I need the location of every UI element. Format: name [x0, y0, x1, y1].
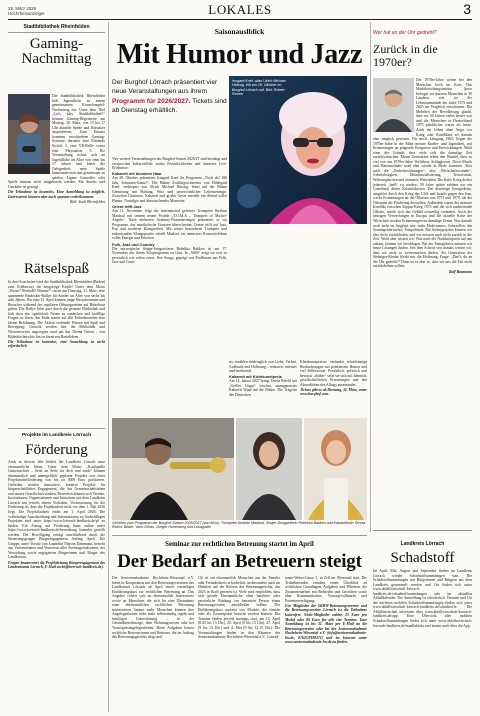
gaming-body-text: Die Stadtbibliothek Rheinfelden lädt Jugendliche zu einem gemeinsamen Konsolenspiel-Nachmittag ein. Unter dem Titel „Let's play Stadtbibliothek!“ können Gaming-Begeisterte am Montag, 30. März, von 15 bis 17 Uhr aktuelle Spiele und Klassiker ausprobieren. Zum Einsatz kommen verschiedene Gaming-Systeme, darunter eine Nintendo Switch 2, eine VR-Brille sowie eine Playstation 5. Die Veranstaltung richtet sich an Jugendliche im Alter von zehn bis 17 Jahren und bietet die Gelegenheit, neue Spiele kennenzulernen und gemeinsam zu spielen. Eigene Controller oder Spiele müssen nicht mitgebracht werden. Für Snacks und Getränke ist gesorgt. — [8, 94, 105, 189]
gaming-credit: Bild: Stadt Rheinfelden — [70, 199, 105, 204]
foerderung-body — [8, 460, 105, 712]
knef-caption-text: Irmgard Knef, alias Ulrich Michael Heissig, tritt am 29. Oktober im Burghof Lörrach auf. — [232, 79, 286, 92]
headline-raetselspass: Rätselspaß — [24, 261, 89, 277]
raetsel-body-note: Die Teilnahme ist kostenlos, eine Anmeldung ist nicht erforderlich. — [8, 339, 105, 349]
page-number: 3 — [463, 1, 471, 17]
bottom-body-col1 — [112, 576, 194, 712]
main-reichl-text-end: Kleinkunstpreises verbindet scharfsinnige Beobachtungen mit pointiertem Humor und viel Selbstironie. Persönlich, politisch und bewusst „drüber“ setzt sie sich mit Identität, gesellschaftlichen Erwartungen und den Absurditäten des Alltags auseinander. — [300, 360, 367, 387]
subhead-kabarett-blond: Kabarett mit blondem Haar — [112, 171, 162, 177]
main-ticket-info: Tickets gibt es ab Dienstag, 31. März, unter www.burghof.com. — [300, 387, 367, 397]
bottom-body-text-1: Die Seniorenakademie Hochrhein-Wiesental e.V. bietet in Kooperation mit den Betreuungsvereinen des Landkreises Lörrach ab April einen vierteiligen Einführungskurs zur rechtlichen Betreuung an. Das Angebot richtet sich an ehrenamtlich Interessierte sowie an Menschen, die sich für eine Übernahme einer ehrenamtlichen rechtlichen Betreuung interessieren. Immer mehr Menschen können ihre Angelegenheiten nicht mehr selbstständig regeln und benötigen Unterstützung – in der Gesundheitsfürsorge, dem Wohnungswesen oder bei Vermögensangelegenheiten. Diese Aufgaben leisten rechtliche Betreuerinnen und Betreuer, die im Auftrag des Betreuungsgerichts tätig sind. — [112, 576, 194, 640]
program-caption-text: Gehören zum Programm der Burghof-Saison 2026/2027 (von links): Trompeter Ibrahim Maalouf, Singer-Songwriterin Rebekka Bakken und Kabarettistin Teresa Reichl. — [112, 521, 366, 530]
main-knef-text: Am 29. Oktober präsentiert Irmgard Knef ihr Programm „Noch da! 100 Jahr, Schnuten-Glanz!“. Die Bühne Zwillingsschwester von Hildegard Knef, verkörpert von Ulrich Michael Heissig, feiert auf der Bühne Geburtstag mit Haltung, Witz und unverwüstlicher Lebensenergie. Zwischen Chansons, Kabarett und großer Geste entsteht ein Abend voller Humor, Nostalgie und überraschender Momente. — [112, 176, 227, 203]
main-bakken-text: Die norwegische Singer-Songwriterin Rebekka Bakken ist am 17. November mit ihrem Soloprogramm zu Gast. In „Wild“ zeigt sie sich so persönlich wie selten zuvor. Ihre Songs, geprägt von Einflüssen aus Folk, Jazz und Coun- — [112, 246, 227, 265]
main-intro: Vier weitere Veranstaltungen der Burghof-Saison 2026/27 sind bestätigt und versprechen kulturvielfalt: starke Persönlichkeiten und intensive Live-Erlebnisse. — [112, 157, 227, 171]
bottom-headline: Der Bedarf an Betreuern steigt — [117, 551, 362, 572]
headline-foerderung: Förderung — [25, 442, 88, 458]
section-title: LOKALES — [208, 2, 272, 17]
headline-1970er-line2: 1970er? — [373, 54, 412, 69]
kolumne-body-text: Die 1970er-Jahre stehen bei den Menschen hoch im Kurs. Das Marktforschungsinstitut Ipsos befragte vor kurzem Menschen in 30 Ländern, wie sie die Lebensumstände der Jahre 1975 und 2025 im Vergleich einschätzen. Die Mehrheit der Bevölkerung glaubt, dass vor 50 Jahren vieles besser war und die Menschen in Deutschland 1975 glücklicher waren als heute. Auch ein Leben ohne Angst vor Krieg oder Konflikten sei damals eher möglich gewesen. Für mich, Jahrgang 1965, liegen die 1970er-Jahre in der Mitte meiner Kinder- und Jugendzeit, mit Erinnerungen an prägende Ereignisse und Entwicklungen. Wohl einer der Gründe, dass viele sich die damalige Zeit zurückwünschen. Meine Generation erlebt den Wandel, dass zu viel von uns 1970er-Jahre Vorlieben, Schlaghosen, Disco-Musik und Plateauschuhe wohl eher wieder in Mode kommen. Aber auch die „Einheitswährungen“, also „Wirtschaftswunder“, Arbeitslosigkeit, Deindustrialisierung, Terrorismus, Währungskrisen und atomares Wettrüsten. Die Kalte Krieg drohte jederzeit „heiß“ zu werden. 50 Jahre später erleben wir ein Comeback dieser Krisenfaktoren. Die derzeitige Energiekrise, ausgelöst durch den Krieg der USA und Israels gegen den Iran, weckt Erinnerungen an die Ölkrisen von 1973 und 1979, als die Ölstaaten die Förderung drosselten. Außerdem waren der atomare Konflikt zwischen Kippur-Krieg 1973 und die sich ausbreitende Ölkrise, wurde sich das Gefühl zeitweilig verändert. Auch die heutigen Verwerfungen in Europa und die aktuelle Krise der Wirtschaft wecken Erinnerungen an damalige Zeiten. Was damals noch nicht im Angebot war: mehr Elektroautos, Solarzellen, das Sonntagsfahrverbot, Tempolimits. Die Siebzigerjahre können wir also nicht zurückholen, und wir müssen auch nicht zurück in die Zeit. Wohl aber wissen wir: Was nach der Nachkriegszeit auf uns zukam, können wir bewältigen. Bei der Energiekrise müssen wir heute Lösungen finden. Seit dem Schock von damals wissen wir, dass wir nicht so weitermachen dürfen. Als Generation der Siebziger-Kinder bleibt mir die Hoffnung. Frage: „Darf's du an der Uhr gedreht?“ Dann ist es aber so, dass wir uns die Zeit nicht zurückdrehen sollten. — [373, 78, 472, 269]
main-lead-highlight: Programm für 2026/2027. — [112, 97, 191, 105]
subhead-kleinkunstpreis: Kabarett mit Kleinkunstpreis — [229, 374, 282, 380]
kolumne-signature: Ralf Baumann — [448, 269, 472, 274]
knef-photo-caption — [232, 79, 290, 97]
kicker-gaming: Stadtbibliothek Rheinfelden — [23, 24, 90, 30]
reichl-photo — [304, 418, 367, 520]
bottom-registration-info: Für Mitglieder der SKHW-Betreuungsvereine und die Betreuungsvereine Lörrach ist die Teilnahme kostenfrei. Nicht-Mitglieder zahlen 25 Euro pro Modul oder 80 Euro für alle vier Termine. Eine Anmeldung ist bis 31. März per E-Mail an die Betreuungsvereine oder bei der Seniorenakademie Hochrhein-Wiesental e.V. (info@seniorenakademie-hw.de, 07625/9188371) und im Internet unter www.seniorenakademie-hw.de zu finden. — [285, 603, 367, 645]
main-lead-text: Der Burghof Lörrach präsentiert vier neue Veranstaltungen aus ihrem — [112, 79, 218, 96]
kicker-uhr: Wer hat an der Uhr gedreht? — [373, 30, 437, 36]
headline-gaming — [8, 37, 105, 66]
program-photo-caption — [112, 521, 367, 530]
masthead-rule — [8, 19, 472, 20]
schadstoff-body-text: Im April, Mai, August und September finden im Landkreis Lörrach wieder Schadstoffsammlungen statt. Die Schadstoffsammlungen mit Bürgerinnen und Bürgern aus dem Landkreis gesammelt werden und Ort finden sich unter www.abfallwirtschaft-loerrach-landkreis.de/schadstoffsammlungen oder im aktuellen Abfallkalender. Die Anmeldung ist erforderlich. Termine und Ort der nächsten mobilen Schadstoffsammlungen finden sich unter www.abfallwirtschaft-loerrach-landkreis.de/schadstoffe. Die Abfallwirtschaft informiert über www.abfallwirtschaft-loerrach-landkreis.de/app. Eine Übersicht aller mobilen Schadstoffsammlungen findet sich unter www.abfallwirtschaft-loerrach-landkreis.de/muellabfuhr und immer auch über die App. — [373, 569, 472, 628]
column-divider-left — [108, 22, 109, 712]
headline-gaming-line1: Gaming- — [29, 36, 84, 52]
schadstoff-body — [373, 569, 472, 711]
bottom-body-text-2: Oft ist ein ehrenamtlich Menschen aus der Familie oder Freundeskreis erforderlich, insbesondere auch im Hinblick auf die Reform des Betreuungsrechts, das 2023 in Kraft getreten ist. Viele sind empfohlen, dass sich gerade Ehrenamtliche ohne familiäre oder persönliche Bindung zur betreuten Person einen Betreuungsverein anschließen sollten. Der Einführungskurs umfasst vier Module, die einzeln oder als Gesamtpaket besucht werden können. Die Termine finden jeweils montags statt, am 13. April (8:45 bis 13 Uhr), 20. April (9 bis 13 Uhr), 27. April (9 bis 13 Uhr) und 4. Mai (9 bis 12.15 Uhr). Die Veranstaltungen finden in den Räumen der Seniorenakademie Hochrhein-Wiesental e.V., Conrad- — [198, 576, 280, 640]
raetsel-body-text: In den Osterferien wird die Stadtbibliothek Rheinfelden (Baden) zum Erlebnisort für neugierige Köpfe! Unter dem Motto „Wieso? Weshalb? Warum?“ startet am Dienstag, 31. März, eine spannende Entdecker-Rallye für Kinder im Alter von sechs bis acht Jahren. Bis zum 11. April können junge Besucherinnen und Besucher während der regulären Öffnungszeiten auf Rätseltour gehen. Die Rallye führt quer durch die gesamte Bibliothek und lädt dazu ein, spielerisch Neues zu entdecken und knifflige Fragen zu lösen. Am Ende wartet auf alle Teilnehmenden eine kleine Belohnung. Die Aktion verbindet Wissen mit Spaß und Bewegung: Gesucht werden hier die Bibliothek und Wissenswertes angeregten rund um das Thema Ostern – von Bilderbüchern bis hin zu kreativen Bastelideen. — [8, 280, 105, 339]
main-kicker: Saisonauslblick — [214, 27, 265, 36]
column-divider-right — [370, 22, 371, 532]
foerderung-body-note: Fragen beantwortet die Projektleitung Bürgerengagement des Landratsamts Lörrach, E-Mail an be@loerrach-landkreis.de). — [8, 560, 105, 570]
main-reichl-text: Am 14. Januar 2027 bringt Teresa Reichl mit „Greller Ungut“ frisches, unangepasstes Kabarett Wind auf die Bühne. Die Trägerin des Deutschen — [229, 379, 297, 397]
left-column — [8, 22, 105, 712]
main-body-col3 — [300, 360, 367, 415]
main-body-col1 — [112, 157, 227, 415]
bottom-kicker: Seminar zur rechtlichen Betreuung startet im April — [165, 541, 314, 548]
knef-caption-credit: Bild: Robert Recker — [232, 87, 285, 97]
kicker-schadstoff: Landkreis Lörrach — [400, 541, 445, 547]
gaming-body-note: Die Teilnahme ist kostenlos. Eine Anmeldung ist möglich. Interessierte können aber auch spontan vorbeikommen. — [8, 190, 105, 199]
main-body-col2 — [229, 360, 297, 415]
bottom-separator — [112, 535, 367, 536]
main-bakken-text-end: try, erzählen eindringlich von Liebe, Verlust, Aufbruch und Hoffnung – reduziert, intensiv und berührend. — [229, 360, 297, 374]
headline-gaming-line2: Nachmittag — [21, 50, 92, 67]
main-headline: Mit Humor und Jazz — [116, 39, 363, 70]
bottom-body-col2 — [198, 576, 280, 712]
headline-schadstoff: Schadstoff — [390, 550, 455, 566]
paper-name: Hochrheinanzeiger — [8, 11, 45, 16]
program-caption-credit: Bilder: Yann Orhan, Gregor Hohenberg und Lukagrafie — [124, 525, 211, 530]
maalouf-photo — [112, 418, 234, 520]
main-lead — [112, 78, 228, 115]
bottom-body-text-3: tanze-Weber-Gasse 1, in Zell im Wiesental statt. Die Teilnehmenden erhalten einen Überblick zu rechtlichen Grundlagen, Aufgaben und Pflichten, die Zusammenarbeit mit Behörden und Gerichten sowie über Kommunikation, Vorsorgevollmacht und Patientenverfügung. — [285, 576, 367, 603]
headline-1970er — [373, 43, 472, 68]
foerderung-body-text: Auch in diesem Jahr fördert der Landkreis Lörrach neue ehrenamtliche Ideen. Unter dem Motto „Kraftquelle Gemeinschaft – Seite an Seite für dich und mich“ können ehrenamtlich und unentgeltlich geplante Projekte von einer Projektmittelförderung von bis zu 3000 Euro profitieren. Gefördert werden innovative, kreative Projekte für bürgerschaftliches Engagement, die das Gemeinschaftsleben und unsere Gesellschaft stärken. Bewerben können sich Vereine, Institutionen, Organisationen und Initiativen aus dem Landkreis Lörrach mit jeweils einem Vorhaben. Voraussetzung für die Förderung ist, dass die Projektarbeit nicht vor dem 1. Mai 2026 liegt. Die Projektlaufzeit endet am 1. April 2026. Die vollständige Ausschreibung und Informationen zu förderfähigen Projekten sind unter https://www.loerrach-landkreis.de/pf zu finden. Ein Antrag auf Förderung kann online unter https://www.loerrach-landkreis.de/bewerbung formular gestellt werden. Der Bewilligung erfolgt anschließend durch die Steuerungsgruppe Bürgerengagement Anfang April. Die Gruppe, unter Vorsitz von Landrätin Marion Dammann, besteht aus Vertreterinnen und Vertretern aller Kreistagsfraktionen, der Verwaltung sowie engagierten Bürgerinnen und Bürger des Landkreises. — [8, 460, 105, 560]
headline-1970er-line1: Zurück in die — [373, 42, 438, 56]
right-separator — [373, 530, 472, 531]
bottom-body-col3 — [285, 576, 367, 712]
subhead-folk-jazz: Folk, Jazz und Country — [112, 241, 155, 247]
main-maalouf-text: Am 11. November folgt der international gefeierte Trompeter Ibrahim Maalouf mit seinem neuen Projekt „T.O.M.A – Trumpets of Michel-Angelo“. Nach mehreren Grammy-Nominierungen präsentiert er ein Programm, das musikalische Grenzen überschreitet: Orient trifft auf Jazz, Pop und moderne Klangwelten. Mit seiner besonderen Trompete und mikrotonalen Klangsprache schafft Maalouf ein intensives Konzerterlebnis voller Energie und Emotion. — [112, 209, 227, 241]
raetsel-body — [8, 280, 105, 445]
kicker-foerderung: Projekte im Landkreis Lörrach — [21, 433, 92, 438]
kolumne-body — [373, 78, 472, 526]
bakken-photo — [236, 418, 302, 520]
irmgard-knef-photo — [229, 76, 367, 224]
subhead-orient-jazz: Orient trifft Jazz — [112, 204, 142, 210]
main-lead-text-end: Tickets sind ab Dienstag erhältlich. — [112, 97, 227, 114]
issue-date: 28. März 2026 — [8, 6, 37, 11]
